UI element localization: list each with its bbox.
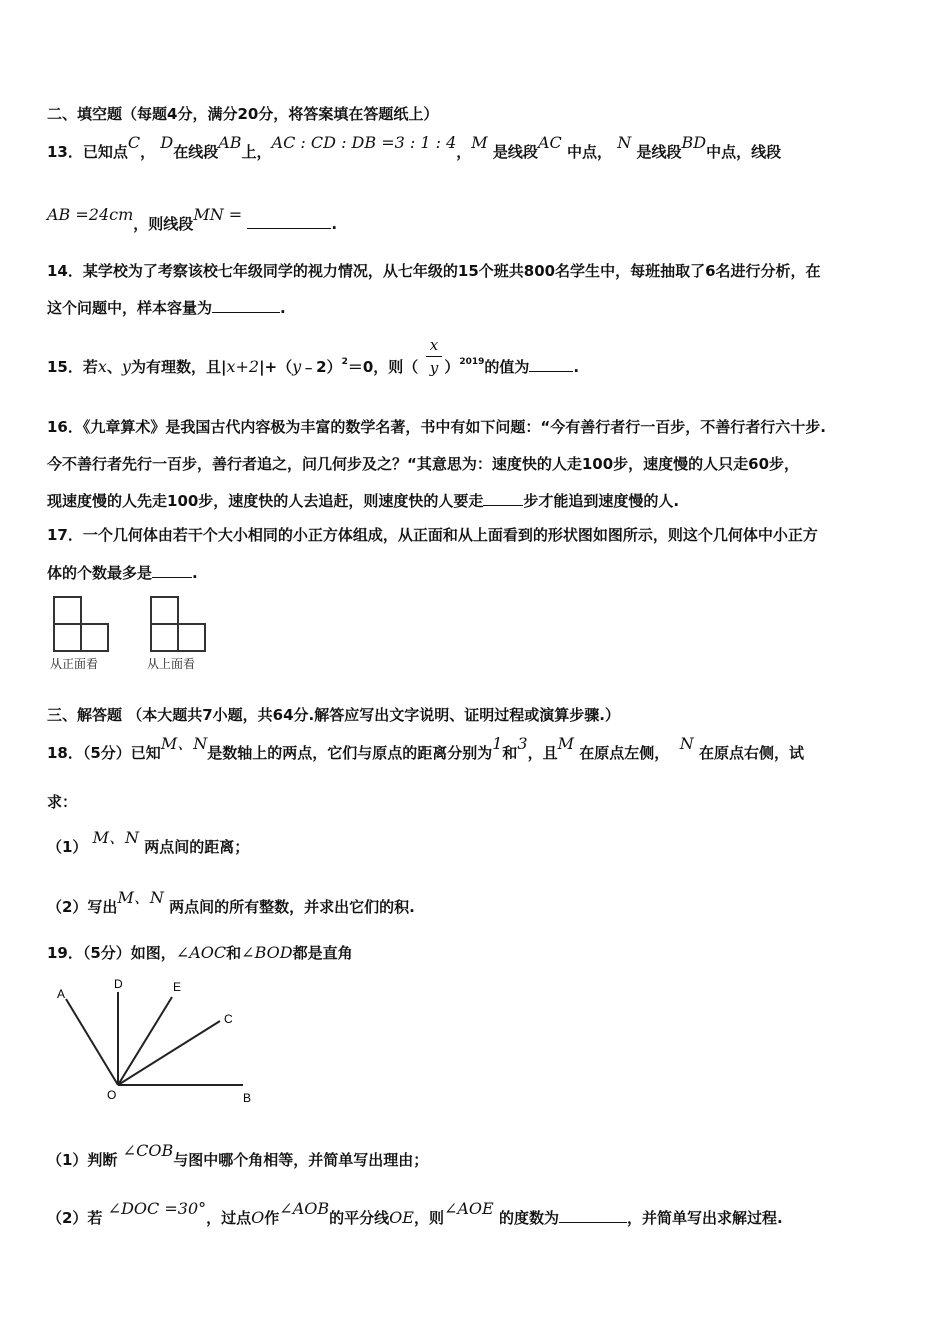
q13-text: 是线段 bbox=[492, 143, 538, 161]
question-13-line-2 bbox=[47, 205, 338, 234]
q19-text: ，并简单写出求解过程. bbox=[626, 1209, 783, 1227]
question-18-line-1 bbox=[47, 734, 804, 763]
cube-cell bbox=[150, 623, 179, 652]
math-angle-bod: ∠BOD bbox=[241, 943, 293, 962]
q14-text: . bbox=[280, 299, 286, 317]
q18-text: 在原点右侧，试 bbox=[698, 744, 804, 762]
q18-text: （1） bbox=[47, 838, 88, 856]
label-D: D bbox=[114, 977, 123, 991]
q13-text: 中点， bbox=[566, 143, 612, 161]
math-OE: OE bbox=[389, 1208, 414, 1227]
q13-text: 在线段 bbox=[173, 143, 219, 161]
q18-text: 在原点左侧， bbox=[579, 744, 670, 762]
question-18-part-2 bbox=[47, 888, 415, 917]
section-3-heading: 三、解答题 （本大题共7小题，共64分.解答应写出文字说明、证明过程或演算步骤.） bbox=[47, 706, 620, 724]
math-M: M bbox=[557, 734, 575, 753]
top-view-label: 从上面看 bbox=[147, 657, 196, 671]
math-MN: M、N bbox=[92, 828, 140, 847]
q13-text: ，则线段 bbox=[133, 215, 194, 233]
q19-text: （1）判断 bbox=[47, 1151, 118, 1169]
q19-text: 作 bbox=[264, 1209, 280, 1227]
math-AB: AB bbox=[218, 133, 242, 152]
q15-text: 15．若 bbox=[47, 358, 98, 376]
ray-OC bbox=[118, 1021, 220, 1085]
q19-text: 和 bbox=[226, 944, 242, 962]
q18-text: 两点间的所有整数，并求出它们的积. bbox=[169, 898, 415, 916]
answer-blank[interactable] bbox=[152, 563, 192, 578]
q15-text: 、 bbox=[106, 358, 122, 376]
q15-text: ＝0，则（ bbox=[347, 358, 419, 376]
ray-OA bbox=[66, 999, 118, 1085]
question-17-line-2 bbox=[47, 563, 198, 583]
math-N: N bbox=[679, 734, 694, 753]
cube-cell bbox=[177, 623, 206, 652]
answer-blank[interactable] bbox=[559, 1208, 627, 1223]
q19-text: 的度数为 bbox=[498, 1209, 559, 1227]
question-13-line-1 bbox=[47, 133, 782, 162]
label-O: O bbox=[107, 1088, 117, 1102]
q15-text: |+（ bbox=[259, 358, 293, 376]
q13-text: 上， bbox=[241, 143, 272, 161]
q19-text: ，过点 bbox=[206, 1209, 252, 1227]
math-expr: x+2 bbox=[226, 357, 260, 376]
fraction-x-over-y bbox=[424, 336, 444, 377]
question-17-line-1: 17．一个几何体由若干个大小相同的小正方体组成，从正面和从上面看到的形状图如图所示，则这个几何体中小正方 bbox=[47, 526, 818, 544]
math-three: 3 bbox=[517, 734, 528, 753]
math-ab-length: AB =24cm bbox=[47, 205, 134, 224]
cube-cell bbox=[53, 596, 82, 625]
q18-text: 18．（5分）已知 bbox=[47, 744, 161, 762]
answer-blank[interactable] bbox=[529, 357, 573, 372]
math-AC: AC bbox=[537, 133, 562, 152]
math-O: O bbox=[251, 1208, 265, 1227]
q18-text: 和 bbox=[502, 744, 518, 762]
q13-text: 是线段 bbox=[636, 143, 682, 161]
q19-text: 的平分线 bbox=[329, 1209, 390, 1227]
label-C: C bbox=[224, 1012, 233, 1026]
math-M: M bbox=[471, 133, 488, 152]
q19-text: 与图中哪个角相等，并简单写出理由； bbox=[173, 1151, 429, 1169]
answer-blank[interactable] bbox=[212, 298, 280, 313]
math-N: N bbox=[617, 133, 632, 152]
math-exponent: 2019 bbox=[459, 357, 485, 367]
q15-text: . bbox=[573, 358, 580, 376]
front-view-figure bbox=[53, 596, 113, 654]
q18-text: （2）写出 bbox=[47, 898, 118, 916]
q16-text: 现速度慢的人先走100步，速度快的人去追赶，则速度快的人要走 bbox=[47, 492, 484, 510]
math-y: y bbox=[292, 357, 302, 376]
math-D: D bbox=[160, 133, 174, 152]
q13-text: 中点，线段 bbox=[706, 143, 782, 161]
q16-text: 步才能追到速度慢的人. bbox=[523, 492, 680, 510]
answer-blank[interactable] bbox=[247, 214, 331, 229]
q14-text: 这个问题中，样本容量为 bbox=[47, 299, 213, 317]
math-MN: M、N bbox=[160, 734, 208, 753]
cube-cell bbox=[150, 596, 179, 625]
fraction-numerator: x bbox=[429, 336, 439, 354]
fraction-denominator: y bbox=[429, 359, 439, 377]
answer-blank[interactable] bbox=[483, 491, 523, 506]
math-ratio: AC : CD : DB =3 : 1 : 4 bbox=[271, 133, 457, 152]
math-y: y bbox=[121, 357, 131, 376]
question-16-line-2: 今不善行者先行一百步，善行者追之，问几何步及之？“其意思为：速度快的人走100步，速度慢的人只走60步， bbox=[47, 455, 800, 473]
question-19-part-2 bbox=[47, 1199, 783, 1228]
question-18-part-1 bbox=[47, 828, 250, 857]
math-x: x bbox=[97, 357, 107, 376]
cube-cell bbox=[53, 623, 82, 652]
math-one: 1 bbox=[492, 734, 503, 753]
question-16-line-3 bbox=[47, 491, 679, 511]
q15-text: ﹣2） bbox=[301, 358, 342, 376]
q18-text: ，且 bbox=[527, 744, 558, 762]
math-BD: BD bbox=[681, 133, 707, 152]
q18-text: 是数轴上的两点，它们与原点的距离分别为 bbox=[207, 744, 493, 762]
math-angle-aoe: ∠AOE bbox=[443, 1199, 494, 1218]
question-14-line-1: 14．某学校为了考察该校七年级同学的视力情况，从七年级的15个班共800名学生中，每班抽取了6名进行分析，在 bbox=[47, 262, 821, 280]
math-angle-doc: ∠DOC =30° bbox=[107, 1199, 207, 1218]
question-16-line-1: 16．《九章算术》是我国古代内容极为丰富的数学名著，书中有如下问题：“今有善行者行一百步，不善行者行六十步. bbox=[47, 418, 826, 436]
q13-text: 13．已知点 bbox=[47, 143, 128, 161]
ray-OE bbox=[118, 997, 172, 1085]
math-angle-cob: ∠COB bbox=[122, 1141, 174, 1160]
math-C: C bbox=[127, 133, 141, 152]
q15-text: 的值为 bbox=[484, 358, 530, 376]
q15-text: 为有理数，且| bbox=[130, 358, 227, 376]
front-view-label: 从正面看 bbox=[50, 657, 99, 671]
q13-text: ， bbox=[140, 143, 156, 161]
math-MN: MN = bbox=[193, 205, 243, 224]
label-A: A bbox=[57, 987, 66, 1001]
fraction-bar bbox=[426, 356, 442, 357]
math-angle-aob: ∠AOB bbox=[279, 1199, 330, 1218]
question-15 bbox=[47, 357, 579, 380]
q13-text: ， bbox=[456, 143, 472, 161]
label-E: E bbox=[173, 980, 182, 994]
angle-figure bbox=[40, 975, 270, 1110]
top-view-figure bbox=[150, 596, 210, 654]
q13-text: . bbox=[331, 215, 338, 233]
question-14-line-2 bbox=[47, 298, 286, 318]
q19-text: （2）若 bbox=[47, 1209, 103, 1227]
q15-text: ） bbox=[444, 358, 460, 376]
q19-text: 都是直角 bbox=[292, 944, 353, 962]
cube-cell bbox=[80, 623, 109, 652]
math-exponent: 2 bbox=[341, 357, 348, 367]
q19-text: 19．（5分）如图， bbox=[47, 944, 176, 962]
q17-text: 体的个数最多是 bbox=[47, 564, 153, 582]
question-19 bbox=[47, 943, 353, 963]
question-19-part-1 bbox=[47, 1141, 429, 1170]
section-2-heading: 二、填空题（每题4分，满分20分，将答案填在答题纸上） bbox=[47, 105, 439, 123]
question-18-line-2: 求： bbox=[47, 793, 78, 811]
q17-text: . bbox=[192, 564, 198, 582]
math-MN: M、N bbox=[117, 888, 164, 907]
label-B: B bbox=[243, 1091, 252, 1105]
q19-text: ，则 bbox=[413, 1209, 444, 1227]
q18-text: 两点间的距离； bbox=[144, 838, 250, 856]
math-angle-aoc: ∠AOC bbox=[175, 943, 227, 962]
